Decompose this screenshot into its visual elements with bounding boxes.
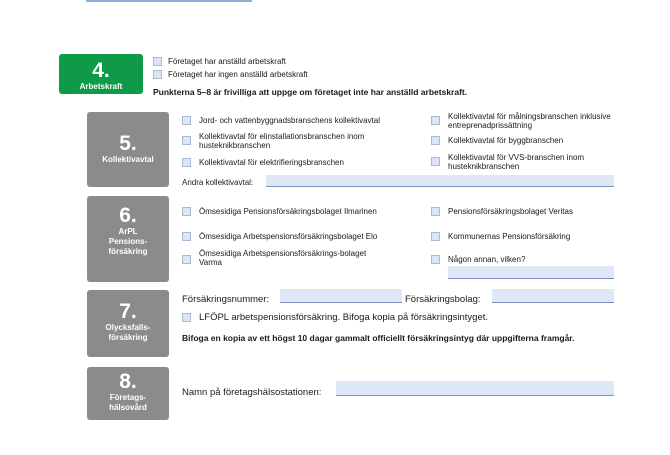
other-pension-input[interactable] bbox=[448, 266, 614, 279]
other-agreements-input[interactable] bbox=[266, 175, 614, 187]
kollektivavtal-malning-label: Kollektivavtal för målningsbranschen inklusive entreprenadprissättning bbox=[448, 112, 611, 130]
kollektivavtal-elektrifiering-label: Kollektivavtal för elektrifieringsbranschen bbox=[199, 158, 344, 167]
kollektivavtal-vvs-checkbox[interactable] bbox=[431, 157, 440, 166]
elo-label: Ömsesidiga Arbetspensionsförsäkringsbolaget Elo bbox=[199, 232, 378, 241]
lfopl-label: LFÖPL arbetspensionsförsäkring. Bifoga kopia på försäkringsintyget. bbox=[199, 312, 489, 323]
kollektivavtal-malning-checkbox[interactable] bbox=[431, 116, 440, 125]
has-employees-checkbox[interactable] bbox=[153, 57, 162, 66]
ilmarinen-label: Ömsesidiga Pensionsförsäkringsbolaget Ilmarinen bbox=[199, 207, 377, 216]
section-7-note: Bifoga en kopia av ett högst 10 dagar gammalt officiellt försäkringsintyg där uppgifterna framgår. bbox=[182, 333, 575, 343]
elo-checkbox[interactable] bbox=[182, 232, 191, 241]
kommunernas-checkbox[interactable] bbox=[431, 232, 440, 241]
veritas-label: Pensionsförsäkringsbolaget Veritas bbox=[448, 207, 573, 216]
section-4-badge bbox=[59, 54, 143, 94]
policy-number-label: Försäkringsnummer: bbox=[182, 294, 270, 305]
section-5-title: Kollektivavtal bbox=[102, 155, 154, 164]
section-7-badge bbox=[87, 290, 169, 357]
section-4-title: Arbetskraft bbox=[79, 82, 123, 91]
section-6-title-line-1: ArPL bbox=[118, 227, 138, 236]
other-pension-label: Någon annan, vilken? bbox=[448, 255, 526, 264]
section-5-badge bbox=[87, 112, 169, 187]
health-station-input[interactable] bbox=[336, 381, 614, 396]
other-agreements-label: Andra kollektivavtal: bbox=[182, 178, 254, 187]
veritas-checkbox[interactable] bbox=[431, 207, 440, 216]
kollektivavtal-bygg-label: Kollektivavtal för byggbranschen bbox=[448, 136, 564, 145]
no-employees-label: Företaget har ingen anställd arbetskraft bbox=[168, 70, 308, 79]
varma-label: Ömsesidiga Arbetspensionsförsäkrings-bolaget Varma bbox=[199, 249, 367, 267]
no-employees-checkbox[interactable] bbox=[153, 70, 162, 79]
section-6-title-line-3: försäkring bbox=[108, 247, 148, 256]
kollektivavtal-vvs-label: Kollektivavtal för VVS-branschen inom husteknikbranschen bbox=[448, 153, 585, 171]
ilmarinen-checkbox[interactable] bbox=[182, 207, 191, 216]
kommunernas-label: Kommunernas Pensionsförsäkring bbox=[448, 232, 571, 241]
section-5-number: 5. bbox=[119, 132, 137, 155]
has-employees-label: Företaget har anställd arbetskraft bbox=[168, 57, 286, 66]
varma-checkbox[interactable] bbox=[182, 255, 191, 264]
section-8-number: 8. bbox=[119, 370, 137, 393]
section-8-title-line-2: hälsovård bbox=[109, 403, 147, 412]
section-7-number: 7. bbox=[119, 300, 137, 323]
section-6-number: 6. bbox=[119, 204, 137, 227]
section-7-title-line-2: försäkring bbox=[108, 333, 148, 342]
health-station-label: Namn på företagshälsostationen: bbox=[182, 387, 322, 398]
kollektivavtal-jord-checkbox[interactable] bbox=[182, 116, 191, 125]
section-4-number: 4. bbox=[92, 59, 110, 82]
section-7-title-line-1: Olycksfalls- bbox=[105, 323, 151, 332]
section-8-title-line-1: Företags- bbox=[109, 393, 147, 402]
insurance-company-input[interactable] bbox=[492, 289, 614, 303]
section-6-title-line-2: Pensions- bbox=[108, 237, 148, 246]
section-8-badge bbox=[87, 367, 169, 420]
policy-number-input[interactable] bbox=[280, 289, 402, 303]
other-pension-checkbox[interactable] bbox=[431, 255, 440, 264]
kollektivavtal-bygg-checkbox[interactable] bbox=[431, 136, 440, 145]
insurance-company-label: Försäkringsbolag: bbox=[405, 294, 481, 305]
kollektivavtal-elinstallation-checkbox[interactable] bbox=[182, 136, 191, 145]
top-divider bbox=[86, 0, 252, 2]
section-6-badge bbox=[87, 196, 169, 282]
section-4-note: Punkterna 5–8 är frivilliga att uppge om företaget inte har anställd arbetskraft. bbox=[153, 87, 468, 97]
kollektivavtal-jord-label: Jord- och vattenbyggnadsbranschens kollektivavtal bbox=[199, 116, 380, 125]
kollektivavtal-elinstallation-label: Kollektivavtal för elinstallationsbranschen inom husteknikbranschen bbox=[199, 132, 365, 150]
lfopl-checkbox[interactable] bbox=[182, 313, 191, 322]
kollektivavtal-elektrifiering-checkbox[interactable] bbox=[182, 158, 191, 167]
